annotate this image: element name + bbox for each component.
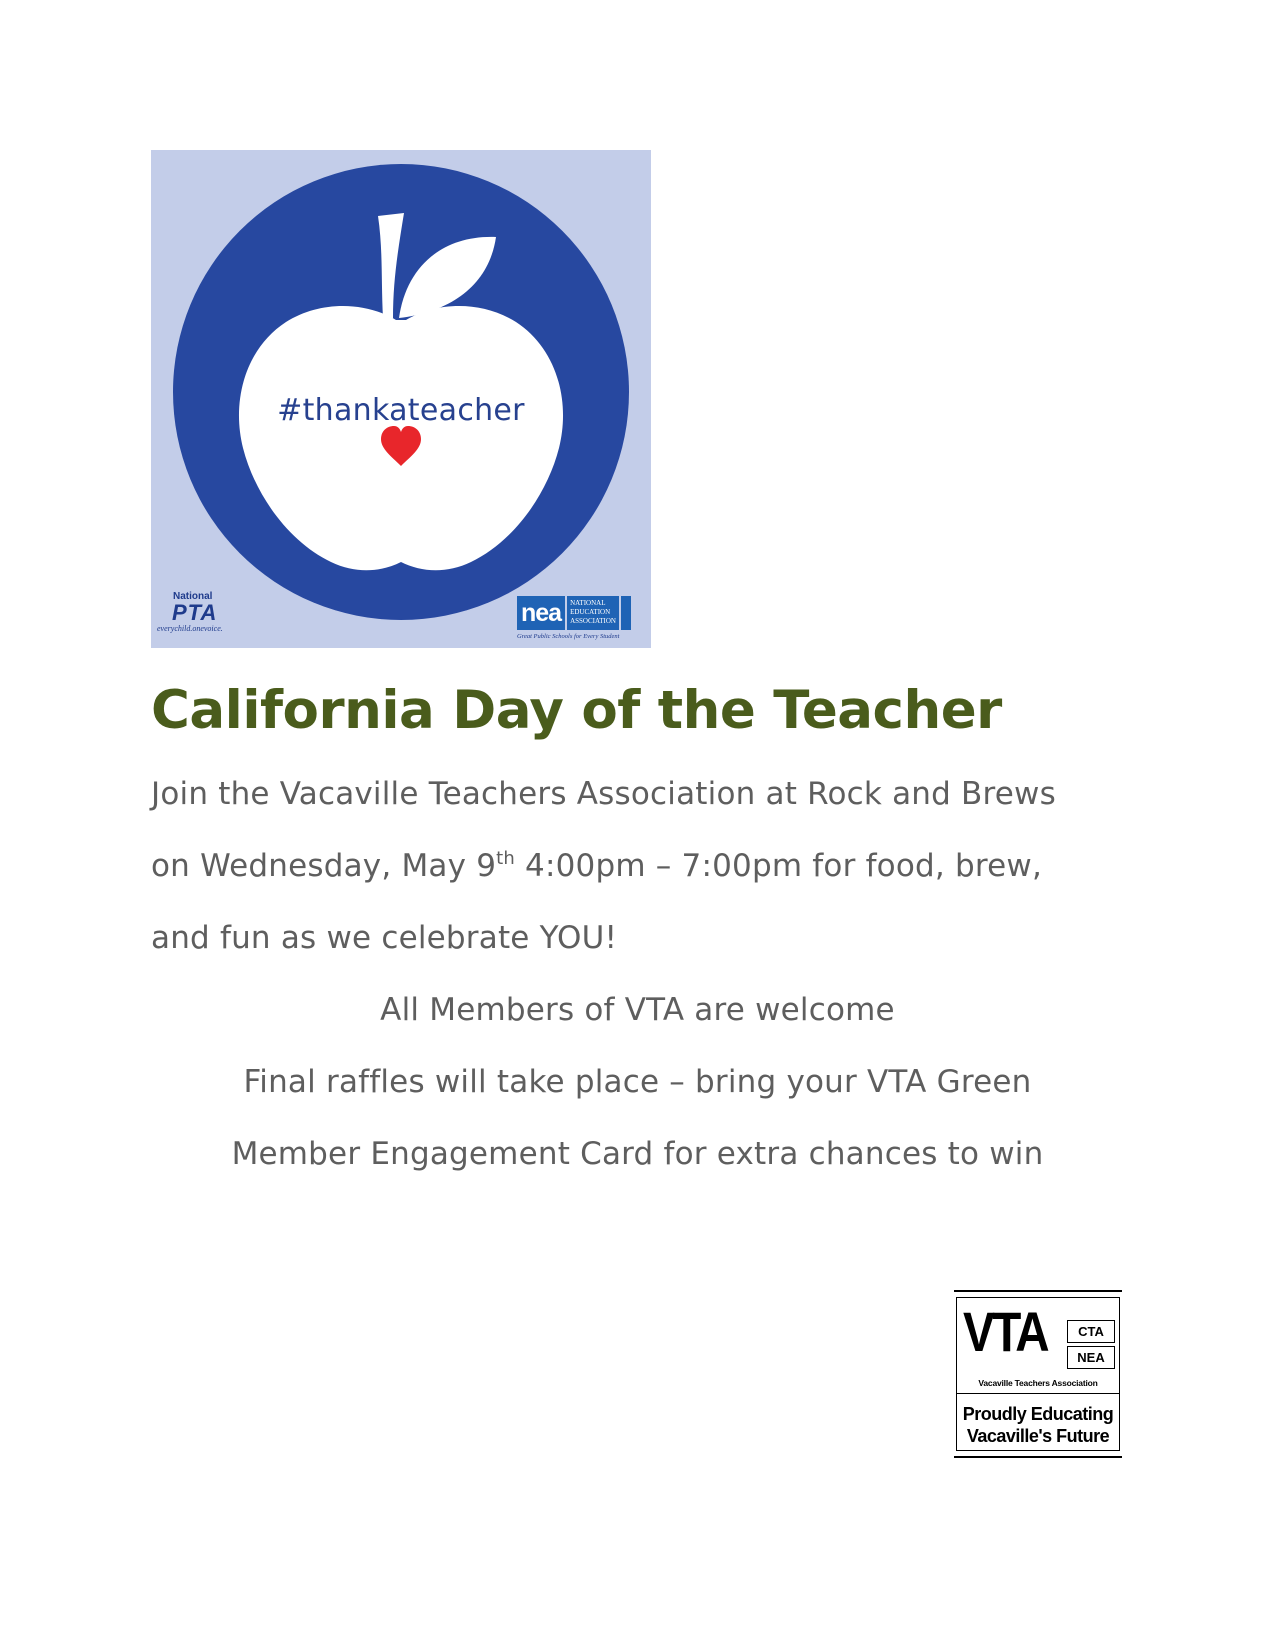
nea-name-line1: NATIONAL — [570, 599, 606, 607]
vta-cta-box: CTA — [1067, 1320, 1115, 1343]
pta-logo — [157, 592, 247, 633]
vta-association-name: Vacaville Teachers Association — [978, 1378, 1098, 1388]
vta-nea-box: NEA — [1067, 1346, 1115, 1369]
thank-a-teacher-poster — [151, 150, 651, 648]
vta-logo — [954, 1290, 1122, 1458]
vta-motto — [957, 1403, 1119, 1447]
body-line-4: All Members of VTA are welcome — [380, 992, 895, 1028]
page-title: California Day of the Teacher — [151, 680, 1002, 741]
body-line-3: and fun as we celebrate YOU! — [151, 920, 618, 956]
body-line-1: Join the Vacaville Teachers Association at Rock and Brews — [151, 776, 1056, 812]
nea-full-name — [567, 596, 619, 630]
vta-logo-frame — [956, 1297, 1120, 1451]
ordinal-suffix: th — [496, 848, 515, 869]
pta-wordmark: PTA — [172, 600, 218, 625]
pta-tagline: everychild.onevoice. — [157, 624, 223, 633]
body-line-2 — [151, 848, 1042, 884]
body-line-5: Final raffles will take place – bring your VTA Green — [243, 1064, 1032, 1100]
vta-divider — [957, 1393, 1119, 1394]
hashtag-text: #thankateacher — [277, 393, 525, 428]
nea-name-line2: EDUCATION — [570, 608, 611, 616]
body-line-2-start: on Wednesday, May 9 — [151, 848, 497, 884]
vta-motto-line1: Proudly Educating — [962, 1404, 1114, 1424]
body-line-2-end: 4:00pm – 7:00pm for food, brew, — [515, 848, 1043, 884]
nea-name-line3: ASSOCIATION — [570, 617, 616, 625]
nea-mark: nea — [517, 596, 565, 630]
vta-motto-line2: Vacaville's Future — [966, 1426, 1110, 1446]
nea-side-bar — [621, 596, 631, 630]
pta-national-label: National — [173, 591, 213, 602]
body-line-6: Member Engagement Card for extra chances to win — [231, 1136, 1044, 1172]
nea-logo — [517, 596, 647, 640]
nea-tagline: Great Public Schools for Every Student — [517, 633, 620, 640]
vta-wordmark: VTA — [963, 1300, 1048, 1363]
